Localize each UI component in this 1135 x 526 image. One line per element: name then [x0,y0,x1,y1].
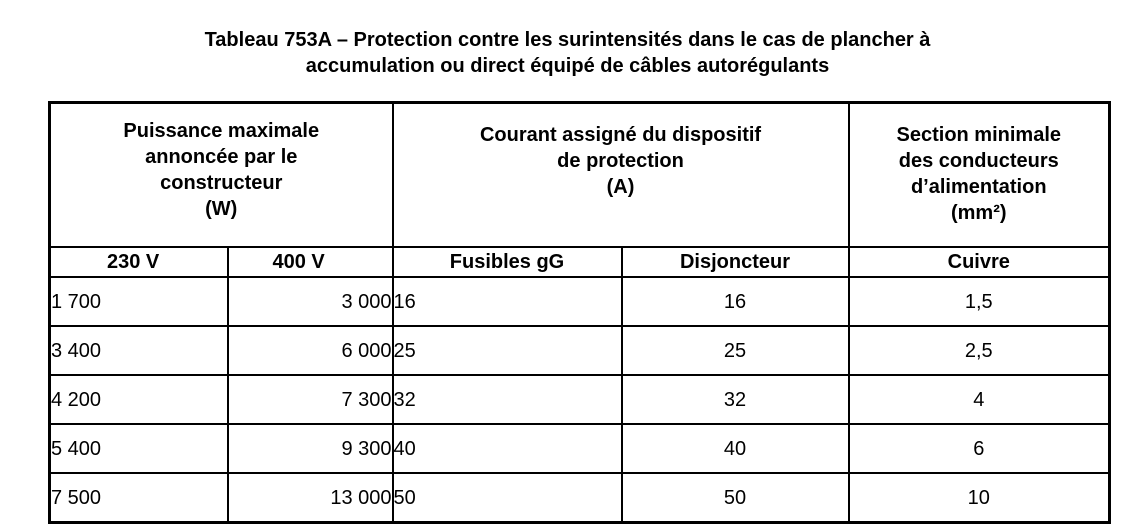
header-section-line: d’alimentation [910,176,1047,198]
header-row-main [50,103,1110,248]
cell-400v: 7 300 [228,375,393,424]
subheader-fuses: Fusibles gG [393,247,622,277]
table-row [50,473,1110,523]
header-section [849,103,1110,248]
subheader-copper: Cuivre [849,247,1110,277]
cell-breaker: 50 [622,473,849,523]
cell-230v: 1 700 [50,277,228,326]
table-row [50,375,1110,424]
cell-copper: 6 [849,424,1110,473]
cell-breaker: 25 [622,326,849,375]
cell-400v: 3 000 [228,277,393,326]
header-power-line: Puissance maximale [123,120,320,142]
header-power [50,103,393,248]
cell-fuses: 50 [393,473,622,523]
cell-breaker: 32 [622,375,849,424]
cell-copper: 10 [849,473,1110,523]
cell-230v: 5 400 [50,424,228,473]
header-power-unit: (W) [205,198,238,220]
cell-fuses: 32 [393,375,622,424]
subheader-400v: 400 V [228,247,393,277]
subheader-breaker: Disjoncteur [622,247,849,277]
cell-breaker: 40 [622,424,849,473]
cell-fuses: 25 [393,326,622,375]
header-section-unit: (mm²) [950,202,1007,224]
header-section-line: des conducteurs [898,150,1059,172]
header-current [393,103,849,248]
header-current-line: Courant assigné du dispositif [479,124,762,146]
cell-230v: 4 200 [50,375,228,424]
header-section-line: Section minimale [896,124,1062,146]
table-row [50,277,1110,326]
cell-400v: 13 000 [228,473,393,523]
cell-copper: 4 [849,375,1110,424]
header-current-unit: (A) [606,176,635,198]
title-line-2: accumulation ou direct équipé de câbles autorégulants [305,55,830,77]
header-row-sub [50,247,1110,277]
table-row [50,424,1110,473]
cell-230v: 3 400 [50,326,228,375]
page-title [0,27,1135,79]
cell-230v: 7 500 [50,473,228,523]
cell-fuses: 16 [393,277,622,326]
protection-table [48,101,1111,524]
subheader-230v: 230 V [50,247,228,277]
cell-fuses: 40 [393,424,622,473]
cell-breaker: 16 [622,277,849,326]
header-current-line: de protection [557,150,684,172]
cell-copper: 1,5 [849,277,1110,326]
cell-400v: 9 300 [228,424,393,473]
title-line-1: Tableau 753A – Protection contre les surintensités dans le cas de plancher à [204,29,931,51]
cell-copper: 2,5 [849,326,1110,375]
table-row [50,326,1110,375]
cell-400v: 6 000 [228,326,393,375]
header-power-line: annoncée par le [145,146,298,168]
header-power-line: constructeur [160,172,283,194]
